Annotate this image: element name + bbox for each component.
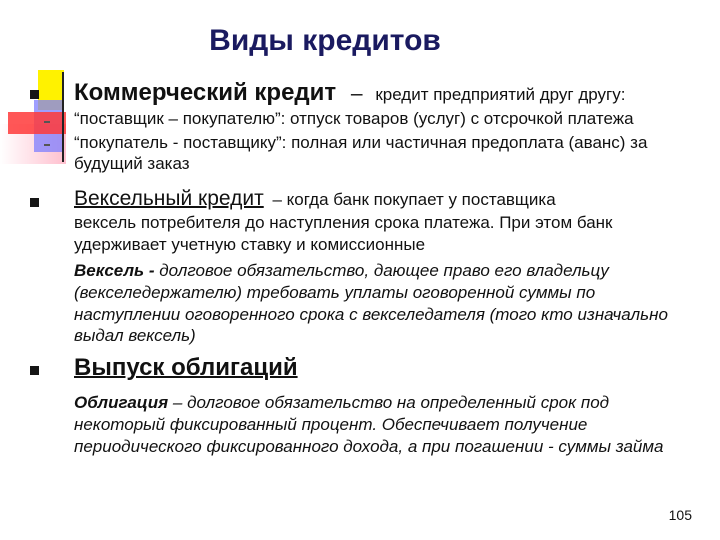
bill-credit-desc1: – когда банк покупает у поставщика <box>272 190 556 209</box>
bill-definition-text1: долговое обязательство, дающее право его владельцу <box>159 261 609 280</box>
bonds-definition-text1: – долговое обязательство на определенный срок под <box>172 393 610 412</box>
bonds-definition-term: Облигация <box>74 393 169 412</box>
bullet-icon <box>30 198 39 207</box>
commercial-dash: – <box>350 82 363 105</box>
commercial-credit-desc: кредит предприятий друг другу: <box>375 85 626 104</box>
commercial-sub2-line2: будущий заказ <box>74 154 190 173</box>
sub-dash-icon <box>44 121 50 123</box>
page-number: 105 <box>668 507 692 523</box>
sub-dash-icon <box>44 144 50 146</box>
bill-definition-text4: выдал вексель) <box>74 326 196 345</box>
commercial-credit-line <box>74 79 625 108</box>
bill-credit-line <box>74 186 556 211</box>
commercial-credit-heading: Коммерческий кредит <box>74 79 337 106</box>
bill-definition-text2: (векселедержателю) требовать уплаты оговоренной суммы по <box>74 283 596 302</box>
bullet-icon <box>30 90 39 99</box>
bill-definition-term: Вексель - <box>74 261 155 280</box>
bill-credit-heading: Вексельный кредит <box>74 187 264 210</box>
commercial-sub2-line1: “покупатель - поставщику”: полная или частичная предоплата (аванс) за <box>74 133 648 152</box>
bonds-definition-text3: периодического фиксированного дохода, а при погашении - суммы займа <box>74 437 664 456</box>
bill-definition-text3: наступлении оговоренного срока с векселедателя (того кто изначально <box>74 305 668 324</box>
bill-credit-desc3: удерживает учетную ставку и комиссионные <box>74 235 426 254</box>
bonds-heading: Выпуск облигаций <box>74 354 298 381</box>
commercial-sub1: “поставщик – покупателю”: отпуск товаров (услуг) с отсрочкой платежа <box>74 109 634 128</box>
slide-title: Виды кредитов <box>209 24 441 57</box>
bullet-icon <box>30 366 39 375</box>
decor-red-square <box>8 112 66 134</box>
bill-credit-desc2: вексель потребителя до наступления срока платежа. При этом банк <box>74 213 613 232</box>
bonds-definition-line1 <box>74 393 609 413</box>
bonds-definition-text2: некоторый фиксированный процент. Обеспечивает получение <box>74 415 588 434</box>
bill-definition-line1 <box>74 261 609 281</box>
decor-vertical-line <box>62 72 64 162</box>
